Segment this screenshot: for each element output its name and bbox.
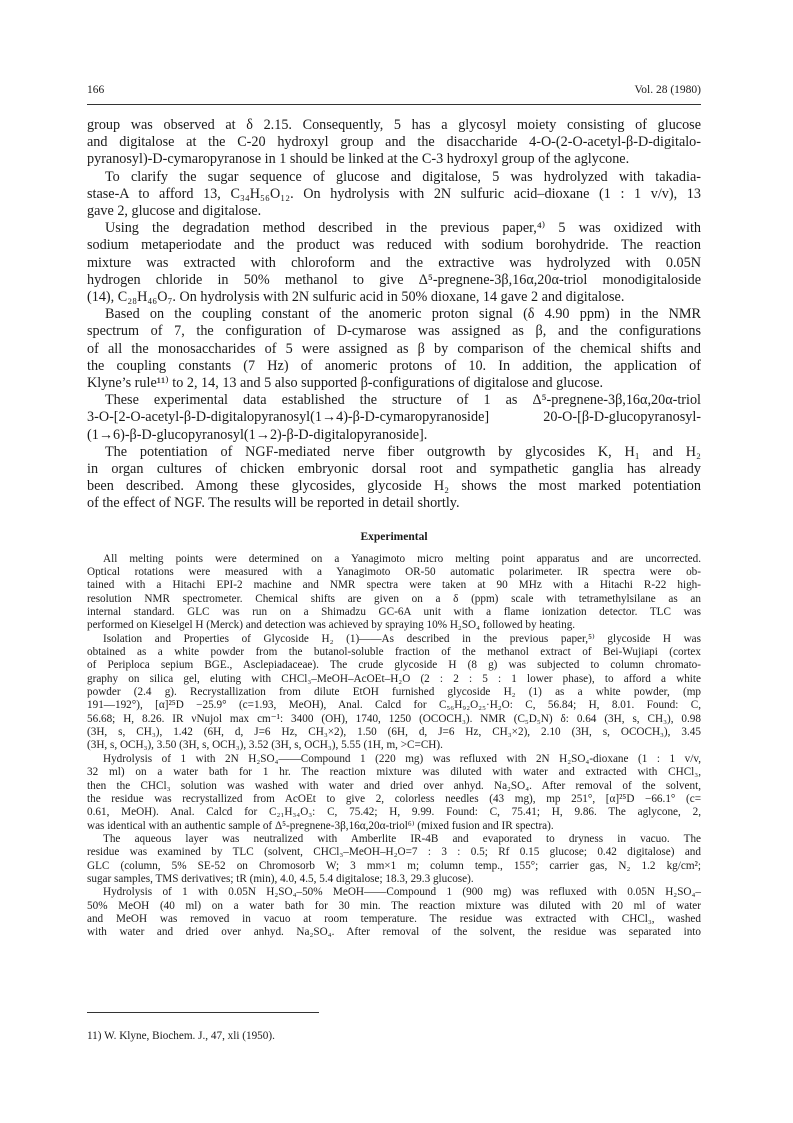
text-line: sodium metaperiodate and the product was reduced with sodium borohydride. The reaction: [87, 237, 701, 254]
section-heading: Experimental: [360, 530, 428, 543]
paragraph: [87, 117, 701, 169]
text-line: 56.68; H, 8.26. IR νNujol max cm⁻¹: 3400 (OH), 1740, 1250 (OCOCH₃). NMR (C₅D₅N) δ: 0.64 (3H, s, CH₃), 0.98: [87, 712, 701, 725]
text-line: with water and dried over anhyd. Na₂SO₄. After removal of the solvent, the residue was separated into: [87, 926, 701, 939]
text-line: mixture was extracted with chloroform and the extractive was hydrolyzed with 0.05N: [87, 254, 701, 271]
text-line: Based on the coupling constant of the anomeric proton signal (δ 4.90 ppm) in the NMR: [105, 306, 701, 323]
text-line: residue was examined by TLC (solvent, CHCl₃–MeOH–H₂O=7 : 3 : 0.5; Rf 0.15 glucose; 0.42 digitalose) and: [87, 846, 701, 859]
text-line: Isolation and Properties of Glycoside H₂ (1)——As described in the previous paper,⁵⁾ glycoside H was: [103, 632, 701, 645]
text-line: 3-O-[2-O-acetyl-β-D-digitalopyranosyl(1→4)-β-D-cymaropyranoside] 20-O-[β-D-glucopyranosyl-: [87, 409, 701, 426]
text-line: in organ cultures of chicken embryonic dorsal root and sympathetic ganglia has already: [87, 461, 701, 478]
text-line: obtained as a white powder from the butanol-soluble fraction of the methanol extract of Bei-Wujiapi (cortex: [87, 646, 701, 659]
text-line: then the CHCl₃ solution was washed with water and dried over anhyd. Na₂SO₄. After removal of the solvent,: [87, 779, 701, 792]
footnote-rule: [87, 1012, 319, 1013]
text-line: of the effect of NGF. The results will be reported in detail shortly.: [87, 495, 460, 512]
text-line: Optical rotations were measured with a Yanagimoto OR-50 automatic polarimeter. IR spectra were ob-: [87, 566, 701, 579]
text-line: Hydrolysis of 1 with 2N H₂SO₄——Compound 1 (220 mg) was refluxed with 2N H₂SO₄-dioxane (1 : 1 v/v,: [103, 752, 701, 765]
running-header: [87, 84, 701, 100]
text-line: All melting points were determined on a Yanagimoto micro melting point apparatus and are uncorrected.: [103, 552, 701, 565]
experimental-paragraph: [87, 833, 701, 886]
text-line: The aqueous layer was neutralized with Amberlite IR-4B and evaporated to dryness in vacuo. The: [103, 832, 701, 845]
text-line: and MeOH was removed in vacuo at room temperature. The residue was extracted with CHCl₃, washed: [87, 912, 701, 925]
footnote: 11) W. Klyne, Biochem. J., 47, xli (1950).: [87, 1030, 275, 1042]
text-line: hydrogen chloride in 50% methanol to give Δ⁵-pregnene-3β,16α,20α-triol monodigitaloside: [87, 271, 701, 288]
text-line: been described. Among these glycosides, glycoside H₂ shows the most marked potentiation: [87, 478, 701, 495]
text-line: tained with a Hitachi EPI-2 machine and NMR spectra were taken at 90 MHz with a Hitachi R-22 high-: [87, 579, 701, 592]
text-line: resolution NMR spectrometer. Chemical shifts are given on a δ (ppm) scale with tetramethylsilane as an: [87, 592, 701, 605]
text-line: spectrum of 7, the configuration of D-cymarose was assigned as β, and the configurations: [87, 323, 701, 340]
text-line: Hydrolysis of 1 with 0.05N H₂SO₄–50% MeOH——Compound 1 (900 mg) was refluxed with 0.05N H₂SO₄–: [103, 886, 701, 899]
text-line: the residue was recrystallized from AcOEt to give 2, colorless needles (43 mg), mp 251°, [α]²⁵D −66.1° (c=: [87, 792, 701, 805]
header-rule: [87, 104, 701, 105]
text-line: of all the monosaccharides of 5 were assigned as β by comparison of the chemical shifts and: [87, 340, 701, 357]
page-number: 166: [87, 84, 105, 96]
paragraph: [87, 220, 701, 306]
experimental-paragraph: [87, 553, 701, 633]
paragraph: [87, 392, 701, 444]
text-line: was identical with an authentic sample of Δ⁵-pregnene-3β,16α,20α-triol⁶⁾ (mixed fusion and IR spectra).: [87, 819, 554, 832]
text-line: graphy on silica gel, eluting with CHCl₃–MeOH–AcOEt–H₂O (2 : 2 : 5 : 1 lower phase), to afford a white: [87, 672, 701, 685]
paragraph: [87, 444, 701, 513]
text-line: (1→6)-β-D-glucopyranosyl(1→2)-β-D-digitalopyranoside].: [87, 426, 428, 443]
text-line: The potentiation of NGF-mediated nerve fiber outgrowth by glycosides K, H₁ and H₂: [105, 443, 701, 460]
text-line: (14), C₂₈H₄₆O₇. On hydrolysis with 2N sulfuric acid in 50% dioxane, 14 gave 2 and digitalose.: [87, 289, 625, 306]
text-line: group was observed at δ 2.15. Consequently, 5 has a glycosyl moiety consisting of glucose: [87, 117, 701, 133]
text-line: These experimental data established the structure of 1 as Δ⁵-pregnene-3β,16α,20α-triol: [105, 392, 701, 409]
text-line: To clarify the sugar sequence of glucose and digitalose, 5 was hydrolyzed with takadia-: [105, 168, 701, 185]
text-line: internal standard. GLC was run on a Shimadzu GC-6A unit with a flame ionization detector. TLC was: [87, 606, 701, 619]
paragraph: [87, 306, 701, 392]
text-line: powder (2.4 g). Recrystallization from dilute EtOH furnished glycoside H₂ (1) as a white powder, (mp: [87, 686, 701, 699]
text-line: (3H, s, OCH₃), 3.50 (3H, s, OCH₃), 3.52 (3H, s, OCH₃), 5.55 (1H, m, >C=CH).: [87, 739, 443, 752]
text-line: 50% MeOH (40 ml) on a water bath for 30 min. The reaction mixture was diluted with 20 ml of water: [87, 899, 701, 912]
text-line: 0.61, MeOH). Anal. Calcd for C₂₁H₃₄O₃: C, 75.42; H, 9.99. Found: C, 75.41; H, 9.86. The aglycone, 2,: [87, 806, 701, 819]
text-line: 191—192°), [α]²⁵D −25.9° (c=1.93, MeOH), Anal. Calcd for C₅₆H₉₂O₂₅·H₂O: C, 56.84; H, 8.01. Found: C,: [87, 699, 701, 712]
text-line: sugar samples, TMS derivatives; tR (min), 4.0, 4.5, 5.4 digitalose; 18.3, 29.3 glucose).: [87, 872, 474, 885]
text-line: stase-A to afford 13, C₃₄H₅₆O₁₂. On hydrolysis with 2N sulfuric acid–dioxane (1 : 1 v/v), 13: [87, 185, 701, 202]
text-line: 32 ml) on a water bath for 1 hr. The reaction mixture was diluted with water and extracted with CHCl₃,: [87, 766, 701, 779]
experimental-paragraph: [87, 633, 701, 753]
text-line: gave 2, glucose and digitalose.: [87, 203, 262, 220]
experimental-paragraph: [87, 753, 701, 833]
article-body: [87, 117, 701, 940]
paragraph: [87, 169, 701, 221]
volume-label: Vol. 28 (1980): [634, 84, 701, 96]
text-line: (3H, s, CH₃), 1.42 (6H, d, J=6 Hz, CH₃×2), 1.50 (6H, d, J=6 Hz, CH₃×2), 2.10 (3H, s, OCOCH₃), 3.45: [87, 726, 701, 739]
text-line: and digitalose at the C-20 hydroxyl group and the disaccharide 4-O-(2-O-acetyl-β-D-digitalo-: [87, 134, 701, 151]
experimental-paragraph: [87, 886, 701, 939]
text-line: performed on Kieselgel H (Merck) and detection was achieved by spraying 10% H₂SO₄ followed by heating.: [87, 619, 576, 632]
text-line: of Periploca sepium BGE., Asclepiadaceae). The crude glycoside H (8 g) was subjected to column chromato-: [87, 659, 701, 672]
text-line: Using the degradation method described in the previous paper,⁴⁾ 5 was oxidized with: [105, 220, 701, 237]
text-line: pyranosyl)-D-cymaropyranose in 1 should be linked at the C-3 hydroxyl group of the aglycone.: [87, 151, 630, 168]
text-line: the coupling constants (7 Hz) of anomeric protons of 10. In addition, the application of: [87, 357, 701, 374]
text-line: Klyne’s rule¹¹⁾ to 2, 14, 13 and 5 also supported β-configurations of digitalose and glucose.: [87, 375, 604, 392]
text-line: GLC (column, 5% SE-52 on Chromosorb W; 3 mm×1 m; column temp., 155°; carrier gas, N₂ 1.2 kg/cm²;: [87, 859, 701, 872]
